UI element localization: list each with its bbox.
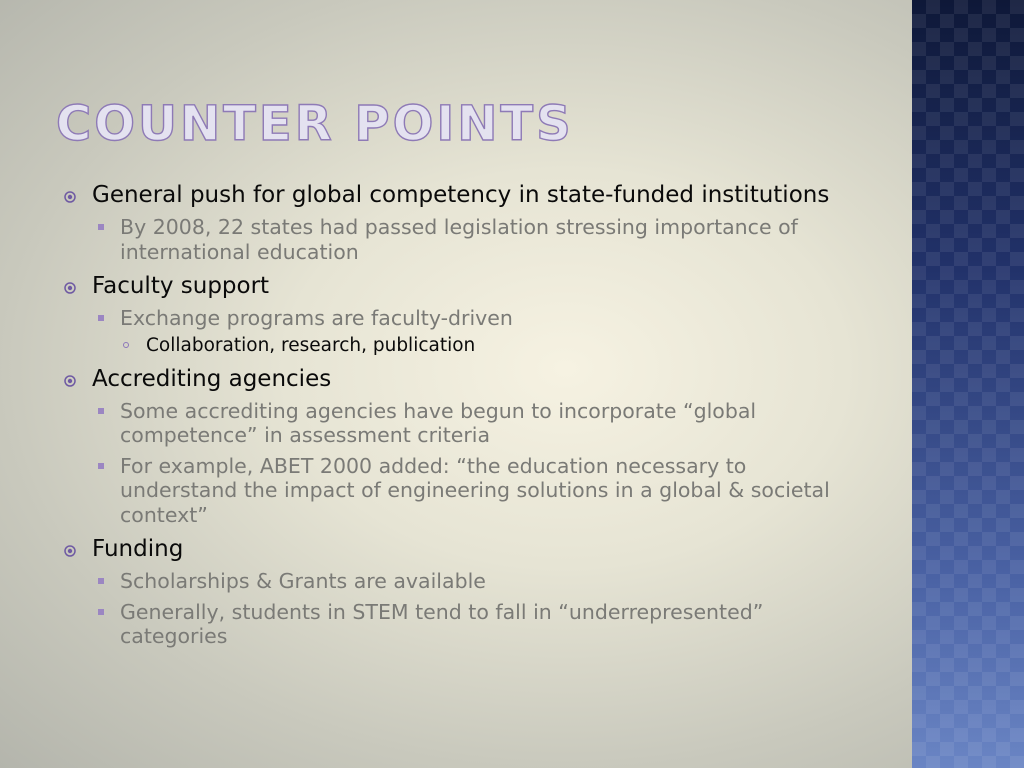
sub-bullet-item bbox=[64, 600, 854, 649]
sub-bullet-item bbox=[64, 306, 854, 331]
circle-dot-bullet-icon bbox=[64, 375, 76, 387]
bullet-text: Funding bbox=[92, 536, 184, 562]
sub-bullet-item bbox=[64, 215, 854, 264]
sub-bullet-text: For example, ABET 2000 added: “the education necessary to understand the impact of engineering solutions in a global & societal context” bbox=[120, 453, 830, 527]
hollow-circle-bullet-icon bbox=[123, 342, 129, 348]
sub-sub-bullet-item bbox=[64, 334, 854, 357]
bullet-list bbox=[64, 182, 854, 649]
circle-dot-bullet-icon bbox=[64, 282, 76, 294]
bullet-item bbox=[64, 536, 854, 563]
bullet-text: Faculty support bbox=[92, 273, 270, 299]
bullet-item bbox=[64, 366, 854, 393]
sub-bullet-text: By 2008, 22 states had passed legislation stressing importance of international education bbox=[120, 215, 798, 264]
sub-bullet-text: Some accrediting agencies have begun to incorporate “global competence” in assessment criteria bbox=[120, 398, 757, 447]
sub-bullet-item bbox=[64, 569, 854, 594]
sub-sub-bullet-text: Collaboration, research, publication bbox=[146, 334, 476, 356]
bullet-item bbox=[64, 273, 854, 300]
square-bullet-icon bbox=[98, 463, 104, 469]
circle-dot-bullet-icon bbox=[64, 191, 76, 203]
bullet-text: Accrediting agencies bbox=[92, 365, 332, 392]
square-bullet-icon bbox=[98, 609, 104, 615]
sub-bullet-text: Scholarships & Grants are available bbox=[120, 569, 486, 593]
bullet-text: General push for global competency in state-funded institutions bbox=[92, 182, 830, 208]
sub-bullet-item bbox=[64, 399, 854, 448]
circle-dot-bullet-icon bbox=[64, 545, 76, 557]
sub-bullet-text: Exchange programs are faculty-driven bbox=[120, 306, 513, 330]
square-bullet-icon bbox=[98, 315, 104, 321]
sub-bullet-text: Generally, students in STEM tend to fall in “underrepresented” categories bbox=[120, 599, 764, 648]
square-bullet-icon bbox=[98, 224, 104, 230]
bullet-item bbox=[64, 182, 854, 209]
square-bullet-icon bbox=[98, 408, 104, 414]
slide-title: COUNTER POINTS bbox=[56, 96, 574, 152]
square-bullet-icon bbox=[98, 578, 104, 584]
sub-bullet-item bbox=[64, 454, 854, 528]
decorative-sidebar bbox=[912, 0, 1024, 768]
